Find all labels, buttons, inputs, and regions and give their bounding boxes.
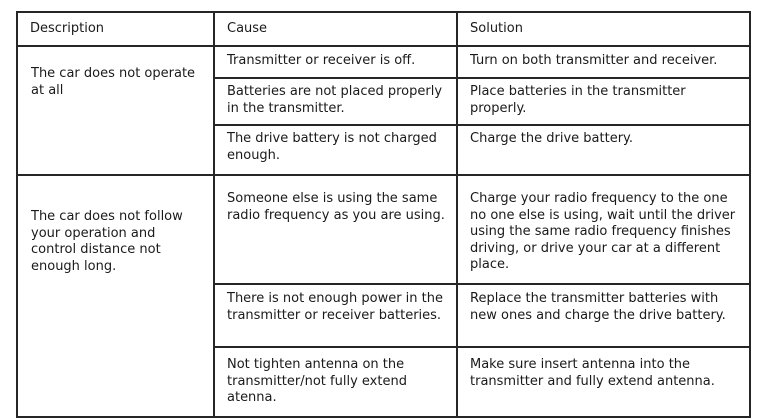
solution-cell: Make sure insert antenna into the transmitter and fully extend antenna.	[457, 347, 750, 417]
table-header-row	[17, 12, 750, 46]
cause-cell: The drive battery is not charged enough.	[214, 125, 457, 175]
solution-cell: Place batteries in the transmitter properly.	[457, 78, 750, 125]
troubleshooting-table-container	[16, 11, 749, 405]
solution-cell: Charge the drive battery.	[457, 125, 750, 175]
troubleshooting-table	[16, 11, 751, 418]
cause-cell: Someone else is using the same radio frequency as you are using.	[214, 175, 457, 284]
solution-cell: Charge your radio frequency to the one no one else is using, wait until the driver using the same radio frequency finishes driving, or drive your car at a different place.	[457, 175, 750, 284]
header-solution: Solution	[457, 12, 750, 46]
header-description: Description	[17, 12, 214, 46]
solution-cell: Replace the transmitter batteries with new ones and charge the drive battery.	[457, 284, 750, 347]
cause-cell: Not tighten antenna on the transmitter/not fully extend atenna.	[214, 347, 457, 417]
cause-cell: Transmitter or receiver is off.	[214, 46, 457, 78]
solution-cell: Turn on both transmitter and receiver.	[457, 46, 750, 78]
table-row	[17, 175, 750, 284]
description-cell: The car does not follow your operation and control distance not enough long.	[17, 175, 214, 417]
description-cell: The car does not operate at all	[17, 46, 214, 175]
cause-cell: There is not enough power in the transmitter or receiver batteries.	[214, 284, 457, 347]
table-row	[17, 46, 750, 78]
header-cause: Cause	[214, 12, 457, 46]
cause-cell: Batteries are not placed properly in the transmitter.	[214, 78, 457, 125]
